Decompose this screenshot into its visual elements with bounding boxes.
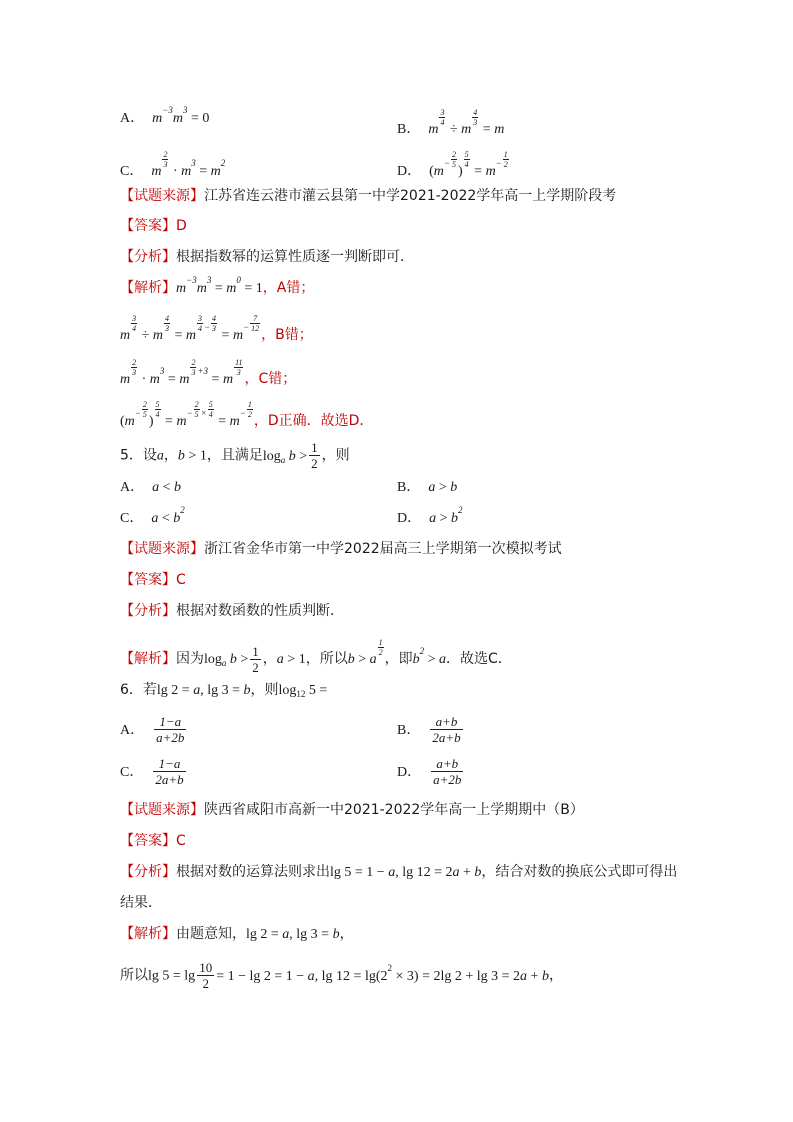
q5-option-d: D． $a > b^2$ xyxy=(397,505,463,526)
q4-option-d: D． (m− $\frac{2}{5}$ ) $\frac{5}{4}$ = m− $\frac{1}{2}$ xyxy=(397,150,508,179)
q6-option-a: A． $\frac{1-a}{a+2b}$ xyxy=(120,714,185,745)
q5-source: 【试题来源】浙江省金华市第一中学2022届高三上学期第一次模拟考试 xyxy=(120,541,562,557)
q6-answer: 【答案】C xyxy=(120,833,186,849)
q4-option-a: A． $m^{-3}m^3 = 0$ xyxy=(120,105,210,126)
q4-solution-line-1: 【解析】$m^{-3}m^3 = m^0 = 1$，A错； xyxy=(120,275,315,296)
q4-solution-line-4: (m− $\frac{2}{5}$ ) $\frac{5}{4}$ = m− $\frac{2}{5}$ × $\frac{5}{4}$ = m− $\frac{1}{2}$ ，D正确．故选D． xyxy=(120,400,374,429)
q4-option-c: C． m $\frac{2}{3}$ · $m^3 = m^2$ xyxy=(120,150,226,179)
q6-option-c: C． $\frac{1-a}{2a+b}$ xyxy=(120,756,184,787)
q6-option-d: D． $\frac{a+b}{a+2b}$ xyxy=(397,756,462,787)
q4-solution-line-3: m $\frac{2}{3}$ · $m^3 = m$ $\frac{2}{3}$ $^{+3}$ = m $\frac{11}{3}$ ，C错； xyxy=(120,358,297,387)
q5-analysis: 【分析】根据对数函数的性质判断． xyxy=(120,603,344,619)
q5-answer: 【答案】C xyxy=(120,572,186,588)
q5-option-b: B． a > b xyxy=(397,480,458,495)
q6-stem: 6．若lg 2 = a, lg 3 = b，则$\log_{12} 5$ = xyxy=(120,682,328,699)
q5-option-a: A． a < b xyxy=(120,480,182,495)
q4-source: 【试题来源】江苏省连云港市灌云县第一中学2021-2022学年高一上学期阶段考 xyxy=(120,188,617,204)
q6-analysis-line-1: 【分析】根据对数的运算法则求出lg 5 = 1 − a, lg 12 = 2a + b，结合对数的换底公式即可得出 xyxy=(120,864,678,880)
q6-solution-line-2: 所以lg 5 = lg $\frac{10}{2}$ = 1 − lg 2 = 1 − a, $\lg 12 = \lg(2^2 \times 3) = 2\lg$ 2 + lg 3 = 2a + b， xyxy=(120,960,563,991)
q6-solution-line-1: 【解析】由题意知，lg 2 = a, lg 3 = b， xyxy=(120,926,354,942)
q6-source: 【试题来源】陕西省咸阳市高新一中2021-2022学年高一上学期期中（B） xyxy=(120,802,584,818)
q4-answer: 【答案】D xyxy=(120,218,187,234)
q5-solution: 【解析】因为$\log_a b$ > $\frac{1}{2}$ ，a > 1，所以b > a $\frac{1}{2}$ ，即$b^2 > a$．故选C． xyxy=(120,638,512,675)
q5-option-c: C． $a < b^2$ xyxy=(120,505,185,526)
q4-solution-line-2: m $\frac{3}{4}$ ÷ m $\frac{4}{3}$ = m $\frac{3}{4}$ − $\frac{4}{3}$ = m− $\frac{7}{12}$ ，B错； xyxy=(120,314,313,343)
q4-analysis: 【分析】根据指数幂的运算性质逐一判断即可． xyxy=(120,249,414,265)
q6-option-b: B． $\frac{a+b}{2a+b}$ xyxy=(397,714,461,745)
q6-analysis-line-2: 结果． xyxy=(120,895,162,911)
q4-option-b: B． m $\frac{3}{4}$ ÷ m $\frac{4}{3}$ = m xyxy=(397,108,505,137)
q5-stem: 5．设a，b > 1，且满足$\log_a b$ > $\frac{1}{2}$ ，则 xyxy=(120,440,350,471)
